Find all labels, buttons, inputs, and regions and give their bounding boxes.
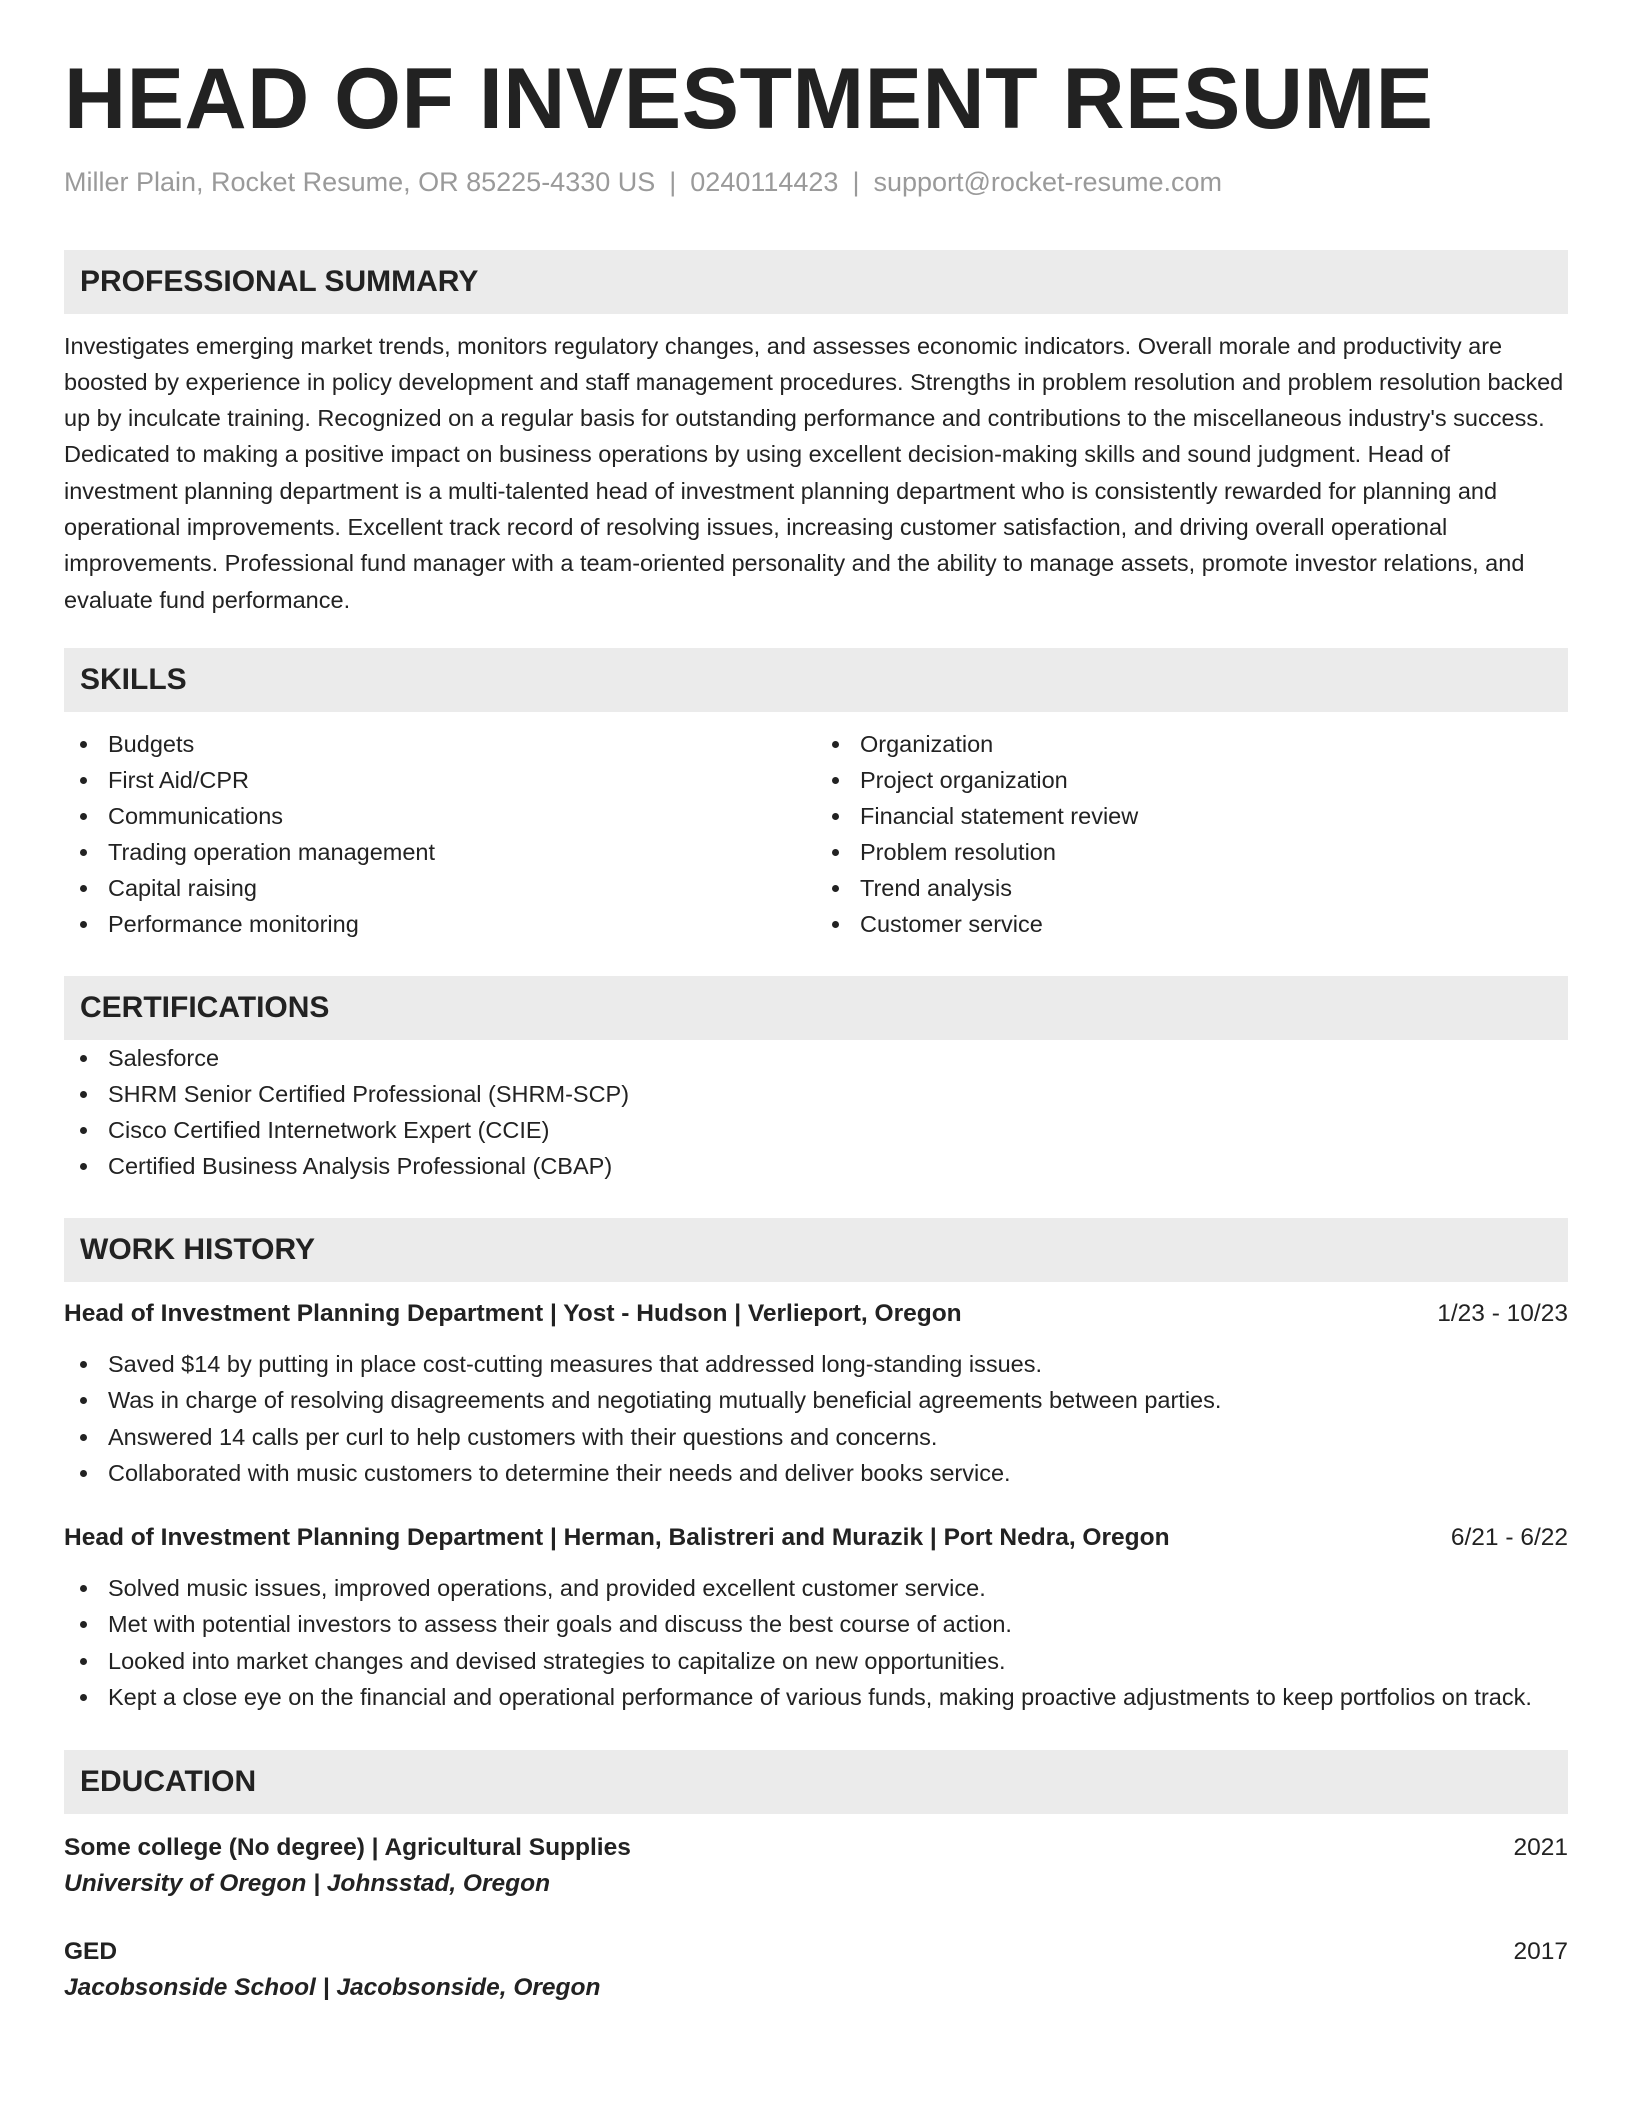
resume-title: HEAD OF INVESTMENT RESUME <box>64 51 1434 147</box>
certification-item: Certified Business Analysis Professional (CBAP) <box>64 1148 1568 1184</box>
contact-address: Miller Plain, Rocket Resume, OR 85225-4330 US <box>64 166 656 197</box>
skill-item: Organization <box>816 726 1568 762</box>
section-header-work-history: WORK HISTORY <box>64 1218 1568 1282</box>
education-degree: Some college (No degree) | Agricultural Supplies <box>64 1833 631 1861</box>
job-entry <box>64 1524 1568 1716</box>
education-entry <box>64 1938 1568 2002</box>
job-bullet: Solved music issues, improved operations, and provided excellent customer service. <box>64 1570 1568 1607</box>
skill-item: Performance monitoring <box>64 906 816 942</box>
job-bullet: Saved $14 by putting in place cost-cutting measures that addressed long-standing issues. <box>64 1346 1568 1383</box>
job-bullet: Met with potential investors to assess their goals and discuss the best course of action. <box>64 1606 1568 1643</box>
job-bullet: Collaborated with music customers to determine their needs and deliver books service. <box>64 1455 1568 1492</box>
skill-item: Capital raising <box>64 870 816 906</box>
education-school: University of Oregon | Johnsstad, Oregon <box>64 1869 551 1897</box>
skill-item: First Aid/CPR <box>64 762 816 798</box>
job-heading <box>64 1300 1568 1328</box>
education-school: Jacobsonside School | Jacobsonside, Oregon <box>64 1973 601 2001</box>
contact-email: support@rocket-resume.com <box>873 166 1222 197</box>
education-entry <box>64 1834 1568 1898</box>
skill-item: Trend analysis <box>816 870 1568 906</box>
section-header-summary: PROFESSIONAL SUMMARY <box>64 250 1568 314</box>
job-bullet: Answered 14 calls per curl to help customers with their questions and concerns. <box>64 1419 1568 1456</box>
job-dates: 1/23 - 10/23 <box>1437 1299 1568 1327</box>
certifications-list <box>64 1040 1568 1184</box>
job-bullets <box>64 1346 1568 1492</box>
section-header-skills: SKILLS <box>64 648 1568 712</box>
contact-line <box>64 167 1568 198</box>
skill-item: Problem resolution <box>816 834 1568 870</box>
summary-text: Investigates emerging market trends, monitors regulatory changes, and assesses economic indicators. Overall morale and productivity are boosted by experience in policy development and staff management procedures. Strengths in problem resolution and problem resolution backed up by inculcate training. Recognized on a regular basis for outstanding performance and contributions to the miscellaneous industry's success. Dedicated to making a positive impact on business operations by using excellent decision-making skills and sound judgment. Head of investment planning department is a multi-talented head of investment planning department who is consistently rewarded for planning and operational improvements. Excellent track record of resolving issues, increasing customer satisfaction, and driving overall operational improvements. Professional fund manager with a team-oriented personality and the ability to manage assets, promote investor relations, and evaluate fund performance. <box>64 332 1564 613</box>
skills-columns <box>64 726 1568 942</box>
education-heading <box>64 1834 1568 1862</box>
section-header-certifications: CERTIFICATIONS <box>64 976 1568 1040</box>
contact-separator: | <box>852 166 860 197</box>
education-year: 2017 <box>1513 1937 1568 1965</box>
contact-separator: | <box>669 166 677 197</box>
section-header-education: EDUCATION <box>64 1750 1568 1814</box>
education-heading <box>64 1938 1568 1966</box>
job-bullet: Looked into market changes and devised strategies to capitalize on new opportunities. <box>64 1643 1568 1680</box>
education-year: 2021 <box>1513 1833 1568 1861</box>
skill-item: Budgets <box>64 726 816 762</box>
certification-item: SHRM Senior Certified Professional (SHRM-SCP) <box>64 1076 1568 1112</box>
skills-list-right <box>816 726 1568 942</box>
job-dates: 6/21 - 6/22 <box>1450 1523 1568 1551</box>
skill-item: Customer service <box>816 906 1568 942</box>
contact-phone: 0240114423 <box>690 166 839 197</box>
job-entry <box>64 1300 1568 1492</box>
certification-item: Cisco Certified Internetwork Expert (CCIE) <box>64 1112 1568 1148</box>
job-bullets <box>64 1570 1568 1716</box>
job-title: Head of Investment Planning Department | Herman, Balistreri and Murazik | Port Nedra, Oregon <box>64 1523 1170 1551</box>
skill-item: Financial statement review <box>816 798 1568 834</box>
skill-item: Project organization <box>816 762 1568 798</box>
skill-item: Trading operation management <box>64 834 816 870</box>
skills-list-left <box>64 726 816 942</box>
job-heading <box>64 1524 1568 1552</box>
education-degree: GED <box>64 1937 118 1965</box>
job-bullet: Was in charge of resolving disagreements and negotiating mutually beneficial agreements between parties. <box>64 1382 1568 1419</box>
certification-item: Salesforce <box>64 1040 1568 1076</box>
job-bullet: Kept a close eye on the financial and operational performance of various funds, making proactive adjustments to keep portfolios on track. <box>64 1679 1568 1716</box>
skill-item: Communications <box>64 798 816 834</box>
job-title: Head of Investment Planning Department | Yost - Hudson | Verlieport, Oregon <box>64 1299 962 1327</box>
